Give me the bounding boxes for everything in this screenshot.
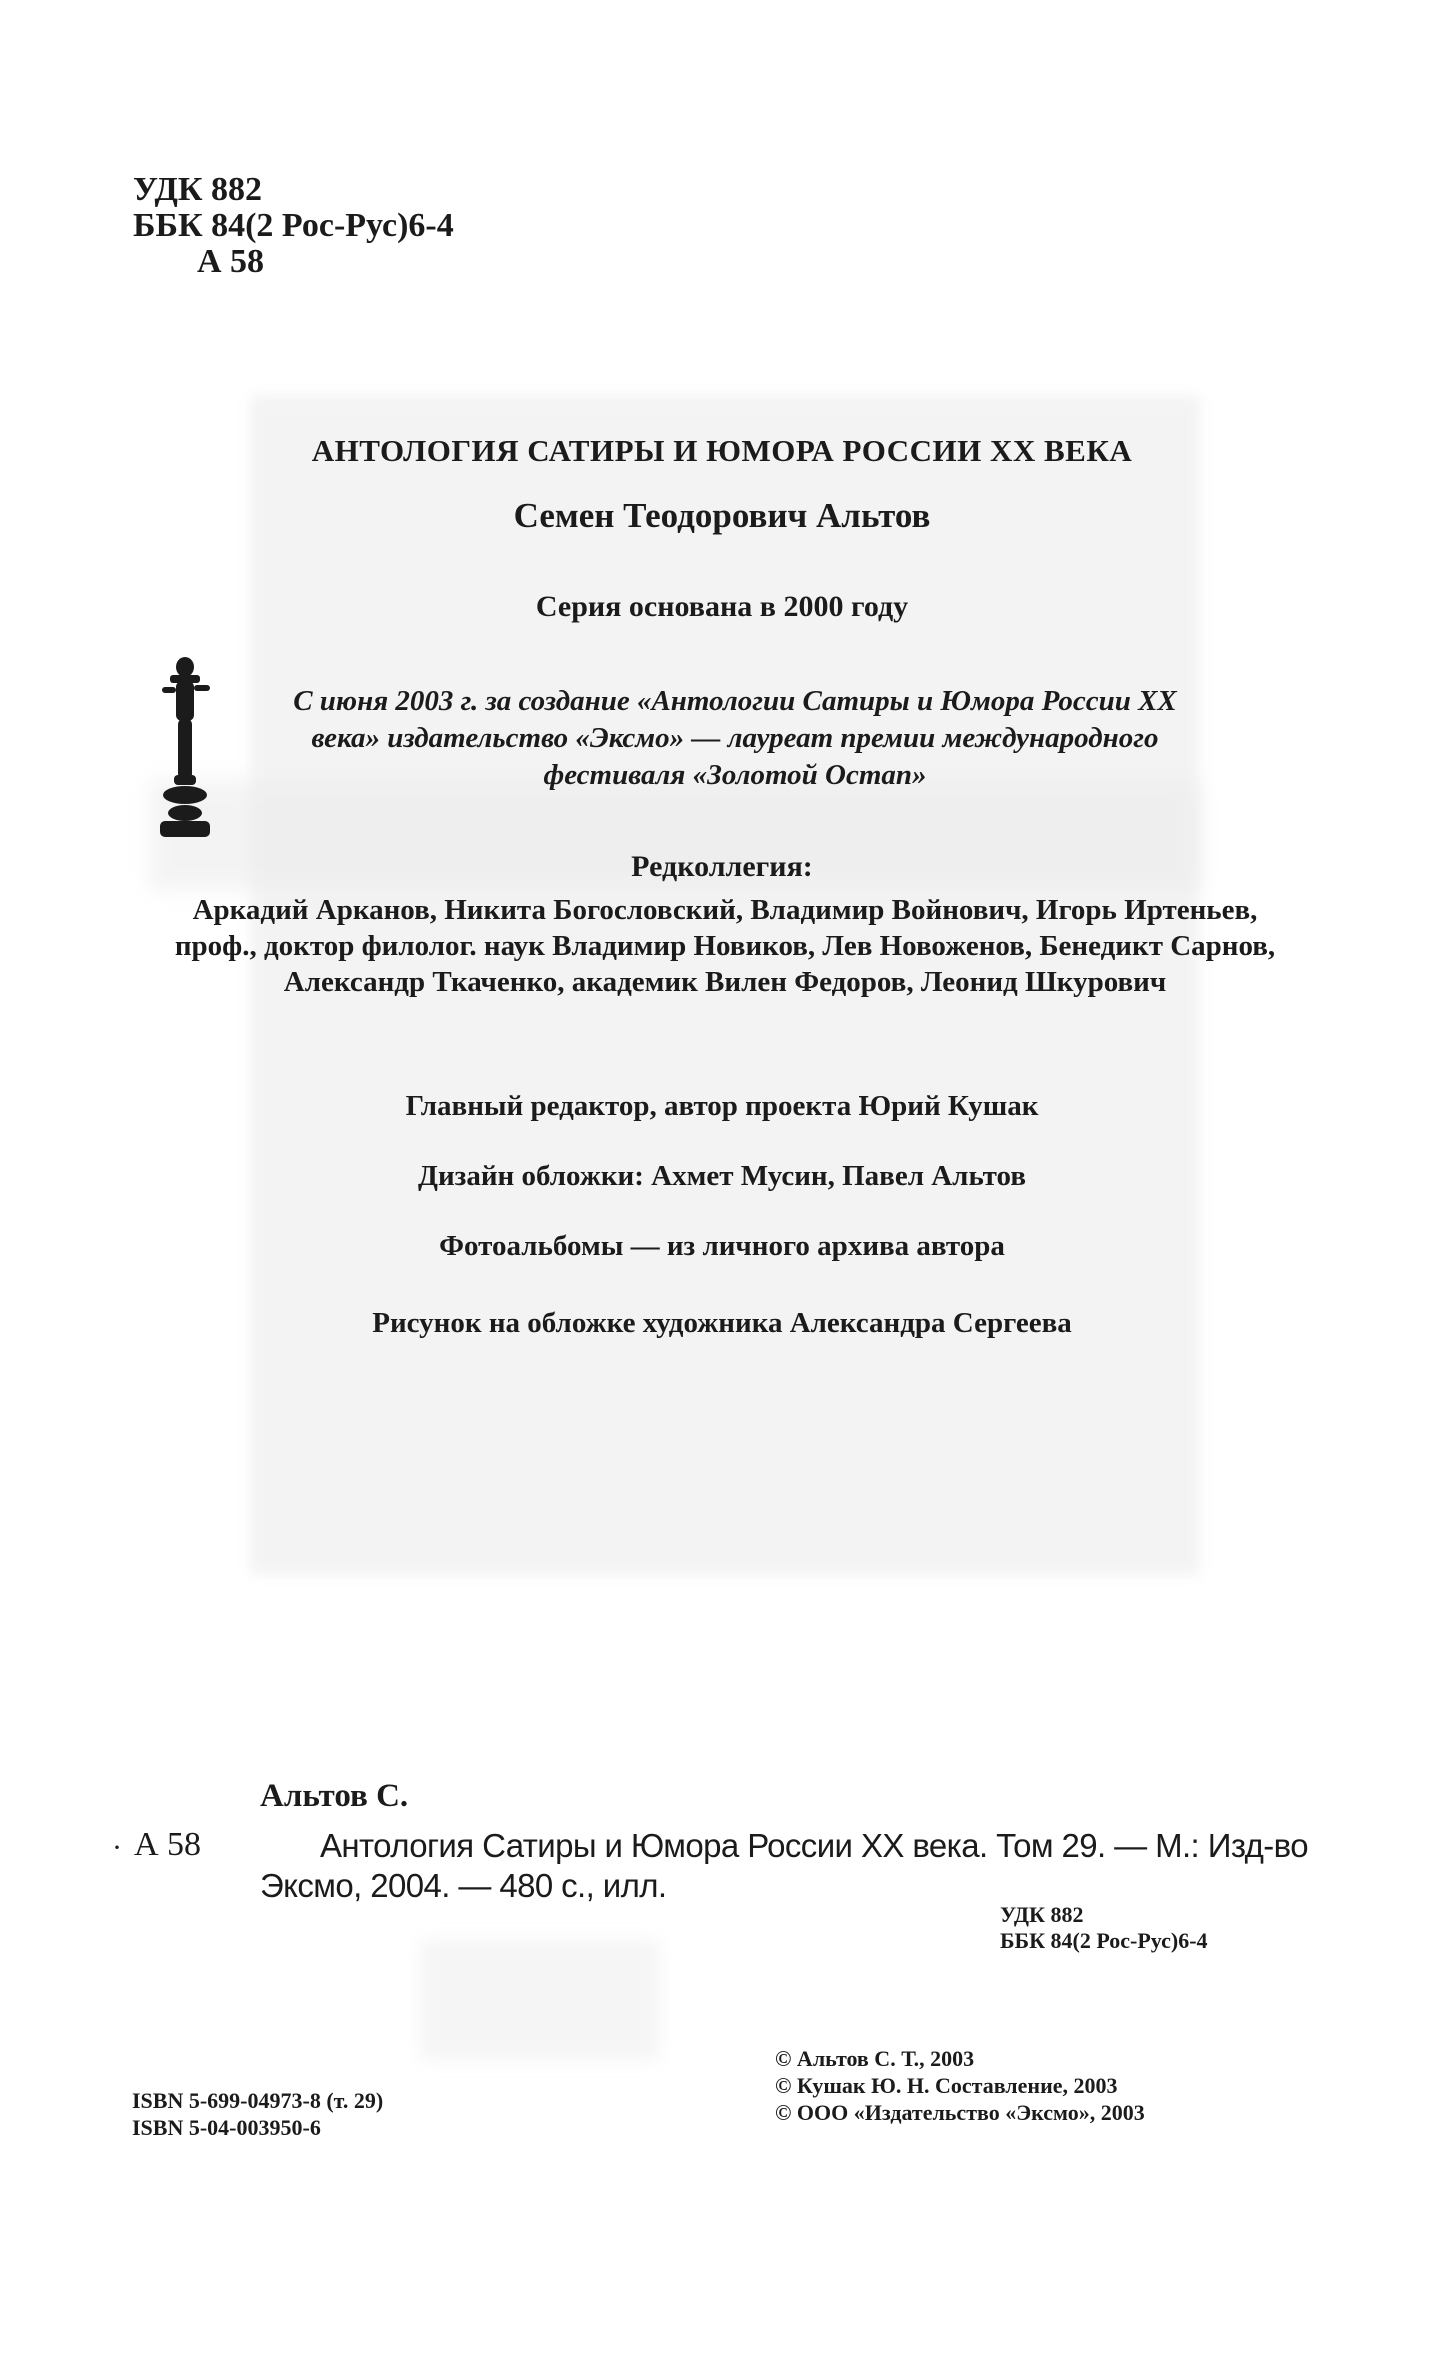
classification-codes xyxy=(133,172,454,280)
award-note: С июня 2003 г. за создание «Антологии Сатиры и Юмора России XX века» издательство «Эксмо» — лауреат премии международного фестиваля «Золотой Остап» xyxy=(293,685,1177,791)
author-sign: А 58 xyxy=(197,243,265,280)
stamp-bleed-through xyxy=(420,1940,660,2060)
isbn-series: ISBN 5-04-003950-6 xyxy=(132,2115,321,2140)
isbn-volume: ISBN 5-699-04973-8 (т. 29) xyxy=(132,2088,384,2113)
copyright-block xyxy=(775,2045,1145,2126)
copyright-publisher: © ООО «Издательство «Эксмо», 2003 xyxy=(775,2100,1145,2125)
udk-code: УДК 882 xyxy=(133,171,263,208)
series-founded: Серия основана в 2000 году xyxy=(535,590,909,623)
bbk-code: ББК 84(2 Рос-Рус)6-4 xyxy=(133,207,454,244)
copyright-compiler: © Кушак Ю. Н. Составление, 2003 xyxy=(775,2073,1118,2098)
catalog-code: А 58 xyxy=(134,1826,202,1863)
catalog-author: Альтов С. xyxy=(260,1778,409,1814)
golden-ostap-statuette-icon xyxy=(150,655,220,840)
cover-art-credit: Рисунок на обложке художника Александра Сергеева xyxy=(372,1307,1072,1339)
editorial-board-title: Редколлегия: xyxy=(631,850,813,883)
editorial-board-members: Аркадий Арканов, Никита Богословский, Владимир Войнович, Игорь Иртеньев, проф., доктор филолог. наук Владимир Новиков, Лев Новоженов, Бенедикт Сарнов, Александр Ткаченко, академик Вилен Федоров, Леонид Шкурович xyxy=(174,894,1276,998)
copyright-author: © Альтов С. Т., 2003 xyxy=(775,2046,975,2071)
cover-design-credit: Дизайн обложки: Ахмет Мусин, Павел Альтов xyxy=(418,1160,1026,1192)
catalog-bbk: ББК 84(2 Рос-Рус)6-4 xyxy=(1000,1928,1208,1953)
chief-editor-credit: Главный редактор, автор проекта Юрий Кушак xyxy=(405,1090,1039,1122)
catalog-description: Антология Сатиры и Юмора России XX века. Том 29. — М.: Изд-во Эксмо, 2004. — 480 с., илл. xyxy=(260,1827,1308,1904)
author-name: Семен Теодорович Альтов xyxy=(513,496,931,535)
catalog-udk: УДК 882 xyxy=(1000,1902,1084,1927)
photos-credit: Фотоальбомы — из личного архива автора xyxy=(439,1230,1005,1262)
series-title: АНТОЛОГИЯ САТИРЫ И ЮМОРА РОССИИ XX ВЕКА xyxy=(311,433,1133,468)
isbn-block xyxy=(132,2087,383,2141)
catalog-classification xyxy=(1000,1902,1208,1954)
catalog-bullet: · xyxy=(112,1831,122,1864)
